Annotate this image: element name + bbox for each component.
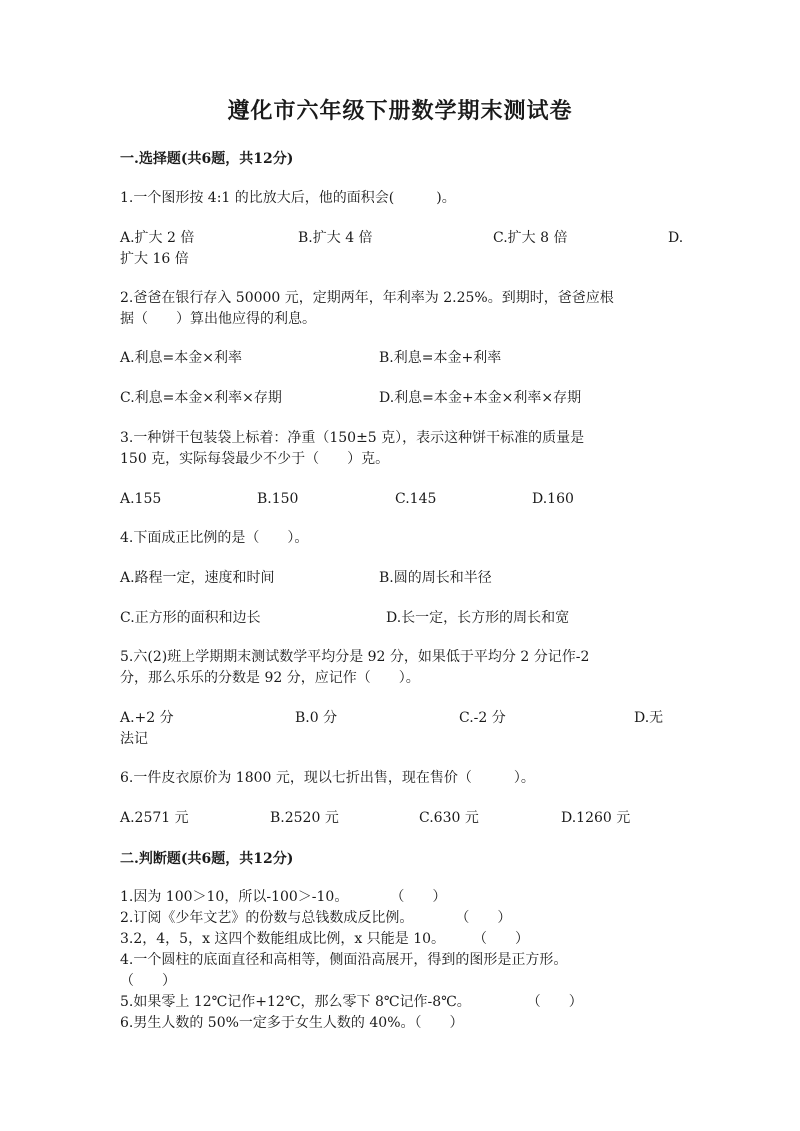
- question-3-option-c: C.145: [395, 491, 437, 507]
- question-1-option-b: B.扩大 4 倍: [298, 230, 373, 246]
- question-5-option-a: A.+2 分: [120, 710, 174, 726]
- question-5-option-d-text: 法记: [120, 731, 148, 747]
- question-1-option-d: D.: [668, 230, 684, 246]
- question-2-option-a: A.利息=本金×利率: [120, 350, 243, 366]
- page-title: 遵化市六年级下册数学期末测试卷: [227, 98, 573, 124]
- section-heading-choice: 一.选择题(共6题，共12分): [120, 151, 294, 167]
- question-2-option-c: C.利息=本金×利率×存期: [120, 390, 282, 406]
- question-4-stem: 4.下面成正比例的是（ ）。: [120, 530, 309, 546]
- question-4-option-d: D.长一定，长方形的周长和宽: [386, 610, 570, 626]
- question-3-stem-line2: 150 克，实际每袋最少不少于（ ）克。: [120, 451, 390, 467]
- judgement-item-4-bracket: （ ）: [120, 973, 176, 989]
- question-5-option-c: C.-2 分: [459, 710, 506, 726]
- question-3-option-b: B.150: [257, 491, 299, 507]
- question-3-stem-line1: 3.一种饼干包装袋上标着：净重（150±5 克），表示这种饼干标准的质量是: [120, 430, 585, 446]
- judgement-item-5: 5.如果零上 12℃记作+12℃，那么零下 8℃记作-8℃。 （ ）: [120, 994, 583, 1010]
- question-5-option-d: D.无: [634, 710, 664, 726]
- question-6-stem: 6.一件皮衣原价为 1800 元，现以七折出售，现在售价（ ）。: [120, 770, 535, 786]
- question-6-option-a: A.2571 元: [120, 810, 189, 826]
- question-6-option-c: C.630 元: [419, 810, 479, 826]
- question-3-option-d: D.160: [532, 491, 574, 507]
- judgement-item-3: 3.2，4，5，x 这四个数能组成比例，x 只能是 10。 （ ）: [120, 931, 530, 947]
- question-5-stem-line2: 分，那么乐乐的分数是 92 分，应记作（ ）。: [120, 670, 420, 686]
- section-heading-judgement: 二.判断题(共6题，共12分): [120, 851, 294, 867]
- question-5-stem-line1: 5.六(2)班上学期期末测试数学平均分是 92 分，如果低于平均分 2 分记作-2: [120, 649, 590, 665]
- judgement-item-2: 2.订阅《少年文艺》的份数与总钱数成反比例。 （ ）: [120, 910, 512, 926]
- question-3-option-a: A.155: [120, 491, 162, 507]
- question-2-stem-line2: 据（ ）算出他应得的利息。: [120, 311, 316, 327]
- question-4-option-a: A.路程一定，速度和时间: [120, 570, 275, 586]
- question-2-stem-line1: 2.爸爸在银行存入 50000 元，定期两年，年利率为 2.25%。到期时，爸爸应根: [120, 290, 614, 306]
- question-2-option-b: B.利息=本金+利率: [379, 350, 502, 366]
- judgement-item-4: 4.一个圆柱的底面直径和高相等，侧面沿高展开，得到的图形是正方形。: [120, 952, 568, 968]
- question-1-stem: 1.一个图形按 4:1 的比放大后，他的面积会( )。: [120, 190, 456, 206]
- question-1-option-a: A.扩大 2 倍: [120, 230, 195, 246]
- question-6-option-d: D.1260 元: [561, 810, 631, 826]
- judgement-item-1: 1.因为 100＞10，所以-100＞-10。 （ ）: [120, 889, 447, 905]
- question-1-option-d-text: 扩大 16 倍: [120, 251, 189, 267]
- question-6-option-b: B.2520 元: [270, 810, 339, 826]
- judgement-item-6: 6.男生人数的 50%一定多于女生人数的 40%。（ ）: [120, 1015, 464, 1031]
- question-2-option-d: D.利息=本金+本金×利率×存期: [379, 390, 582, 406]
- question-4-option-b: B.圆的周长和半径: [379, 570, 492, 586]
- question-4-option-c: C.正方形的面积和边长: [120, 610, 261, 626]
- question-5-option-b: B.0 分: [295, 710, 338, 726]
- question-1-option-c: C.扩大 8 倍: [493, 230, 568, 246]
